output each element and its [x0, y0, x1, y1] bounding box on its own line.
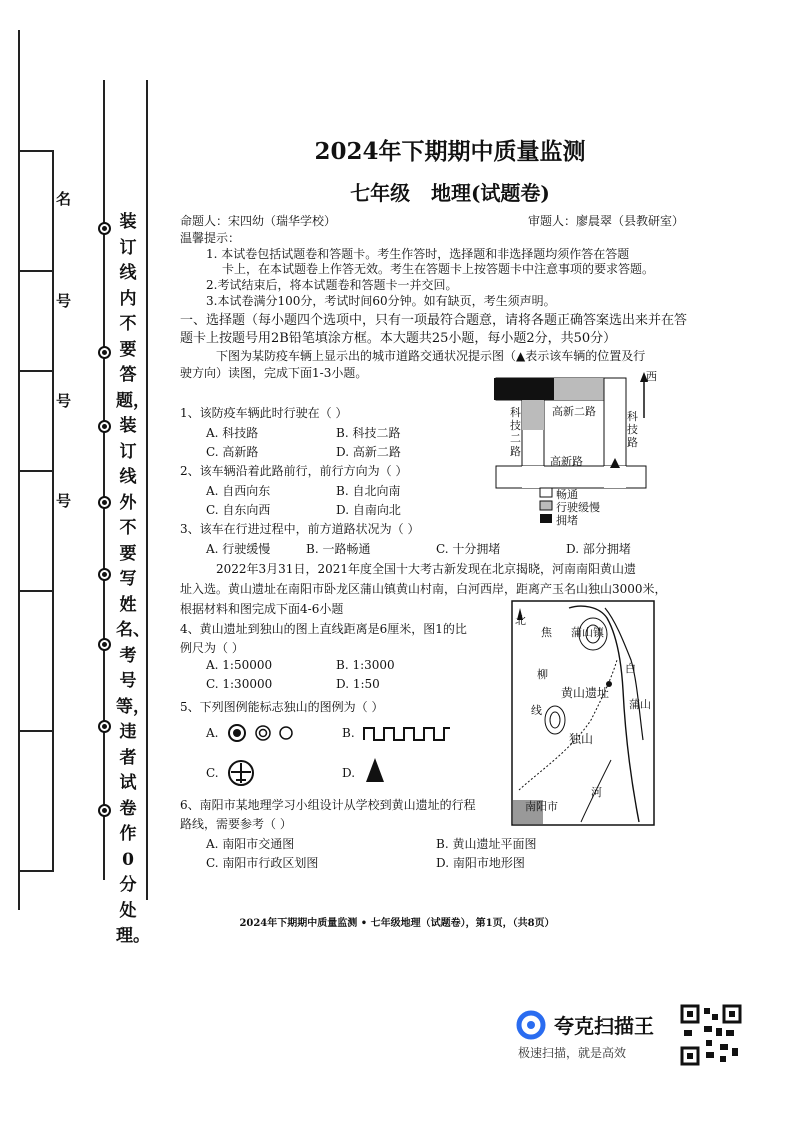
binding-warning: 装订线内不要答题，装订线外不要写姓名、考号等，违者试卷作0分处理。 — [116, 212, 150, 946]
q1-option-a: A. 科技路 — [206, 426, 259, 440]
site-map-mountain: 独山 — [569, 732, 594, 746]
divider — [20, 150, 54, 152]
strip-line-right — [146, 80, 148, 900]
q6-option-b: B. 黄山遗址平面图 — [436, 837, 537, 851]
q5-option-c: C. — [206, 766, 219, 780]
site-map-river: 河 — [591, 786, 602, 799]
q4-option-d: D. 1:50 — [336, 677, 380, 691]
divider — [20, 370, 54, 372]
site-map-rail-3: 线 — [531, 704, 542, 717]
binding-hole-icon — [98, 420, 111, 433]
question-4-cont: 例尺为（ ） — [180, 641, 244, 655]
legend-jam: 拥堵 — [556, 514, 578, 527]
binding-hole-icon — [98, 222, 111, 235]
railway-symbol-icon — [362, 724, 452, 744]
tip-line: 2.考试结束后，将本试题卷和答题卡一并交回。 — [206, 278, 458, 292]
question-5: 5、下列图例能标志独山的图例为（ ） — [180, 700, 384, 714]
binding-hole-icon — [98, 568, 111, 581]
divider — [20, 270, 54, 272]
q3-option-b: B. 一路畅通 — [306, 542, 371, 556]
q5-option-d: D. — [342, 766, 356, 780]
site-map-town: 蒲山镇 — [571, 626, 604, 639]
q6-option-c: C. 南阳市行政区划图 — [206, 856, 319, 870]
page-subtitle: 七年级 地理(试题卷) — [350, 181, 550, 205]
site-map-river-char: 白 — [625, 662, 636, 675]
q6-option-a: A. 南阳市交通图 — [206, 837, 295, 851]
section-heading: 一、选择题（每小题四个选项中，只有一项最符合题意，请将各题正确答案选出来并在答 — [180, 313, 688, 328]
tips-heading: 温馨提示： — [180, 231, 241, 245]
airport-symbol-icon — [226, 758, 256, 788]
seat-number-label: 号 — [56, 392, 72, 410]
q1-option-c: C. 高新路 — [206, 445, 259, 459]
class-number-label: 号 — [56, 492, 72, 510]
site-map-site: 黄山遗址 — [561, 686, 610, 700]
legend-slow: 行驶缓慢 — [556, 501, 600, 514]
author-line: 命题人：宋四幼（瑞华学校） — [180, 214, 337, 228]
passage-text: 2022年3月31日，2021年度全国十大考古新发现在北京揭晓，河南南阳黄山遗 — [216, 562, 636, 576]
q2-option-b: B. 自北向南 — [336, 484, 401, 498]
scanner-logo-icon — [516, 1010, 546, 1040]
q3-option-c: C. 十分拥堵 — [436, 542, 501, 556]
road-label-gaoxin: 高新路 — [550, 455, 583, 468]
question-3: 3、该车在行进过程中，前方道路状况为（ ） — [180, 522, 420, 536]
tip-line: 3.本试卷满分100分，考试时间60分钟。如有缺页，考生须声明。 — [206, 294, 556, 308]
q2-option-a: A. 自西向东 — [206, 484, 271, 498]
binding-hole-icon — [98, 346, 111, 359]
q5-option-b: B. — [342, 726, 355, 740]
q2-option-d: D. 自南向北 — [336, 503, 401, 517]
q5-option-a: A. — [206, 726, 219, 740]
site-map-rail-2: 柳 — [537, 668, 548, 681]
question-6: 6、南阳市某地理学习小组设计从学校到黄山遗址的行程 — [180, 798, 476, 812]
divider — [20, 590, 54, 592]
divider — [20, 470, 54, 472]
binding-hole-icon — [98, 496, 111, 509]
binding-hole-icon — [98, 720, 111, 733]
q4-option-b: B. 1:3000 — [336, 658, 395, 672]
legend-smooth: 畅通 — [556, 488, 578, 501]
section-heading: 题卡上按题号用2B铅笔填涂方框。本大题共25小题，每小题2分，共50分） — [180, 331, 617, 346]
scanner-watermark — [514, 1004, 744, 1074]
north-label: 西 — [646, 370, 657, 383]
q1-option-b: B. 科技二路 — [336, 426, 401, 440]
strip-line — [103, 80, 105, 880]
scanner-brand: 夸克扫描王 — [554, 1014, 654, 1038]
peak-symbol-icon — [364, 756, 386, 784]
divider — [20, 870, 54, 872]
tip-line: 1. 本试卷包括试题卷和答题卡。考生作答时，选择题和非选择题均须作答在答题 — [206, 247, 630, 261]
site-map-city: 南阳市 — [525, 800, 558, 813]
intro-text: 下图为某防疫车辆上显示出的城市道路交通状况提示图（▲表示该车辆的位置及行 — [216, 349, 646, 363]
qr-code-icon — [680, 1004, 742, 1066]
q2-option-c: C. 自东向西 — [206, 503, 271, 517]
circles-symbol-icon — [226, 722, 306, 744]
q4-option-a: A. 1:50000 — [206, 658, 273, 672]
page-title: 2024年下期期中质量监测 — [314, 138, 586, 165]
q6-option-d: D. 南阳市地形图 — [436, 856, 525, 870]
road-label-keji: 科技路 — [627, 410, 638, 449]
passage-text: 址入选。黄山遗址在南阳市卧龙区蒲山镇黄山村南，白河西岸，距离产玉名山独山3000米， — [180, 582, 667, 596]
intro-text: 驶方向）读图，完成下面1-3小题。 — [180, 366, 368, 380]
question-1: 1、该防疫车辆此时行驶在（ ） — [180, 406, 348, 420]
traffic-map — [494, 368, 660, 528]
scanner-tagline: 极速扫描，就是高效 — [518, 1046, 627, 1060]
question-6-cont: 路线，需要参考（ ） — [180, 817, 292, 831]
site-map — [511, 600, 655, 826]
passage-text: 根据材料和图完成下面4-6小题 — [180, 602, 344, 616]
question-4: 4、黄山遗址到独山的图上直线距离是6厘米，图1的比 — [180, 622, 467, 636]
reviewer-line: 审题人：廖晨翠（县教研室） — [528, 214, 685, 228]
road-label-gaoxin2: 高新二路 — [552, 405, 596, 418]
divider — [20, 730, 54, 732]
site-map-rail-1: 焦 — [541, 626, 552, 639]
page-footer: 2024年下期期中质量监测 • 七年级地理（试题卷），第1页，（共8页） — [239, 918, 555, 929]
binding-hole-icon — [98, 638, 111, 651]
road-label-keji2: 科技二路 — [510, 406, 521, 458]
q3-option-a: A. 行驶缓慢 — [206, 542, 271, 556]
tip-line: 卡上，在本试题卷上作答无效。考生在答题卡上按答题卡中注意事项的要求答题。 — [222, 262, 655, 276]
q1-option-d: D. 高新二路 — [336, 445, 401, 459]
exam-number-label: 号 — [56, 292, 72, 310]
q3-option-d: D. 部分拥堵 — [566, 542, 631, 556]
q4-option-c: C. 1:30000 — [206, 677, 273, 691]
site-map-north: 北 — [515, 614, 526, 627]
name-label: 名 — [56, 190, 72, 208]
binding-hole-icon — [98, 804, 111, 817]
site-map-village: 蒲山 — [629, 698, 651, 711]
question-2: 2、该车辆沿着此路前行，前行方向为（ ） — [180, 464, 408, 478]
